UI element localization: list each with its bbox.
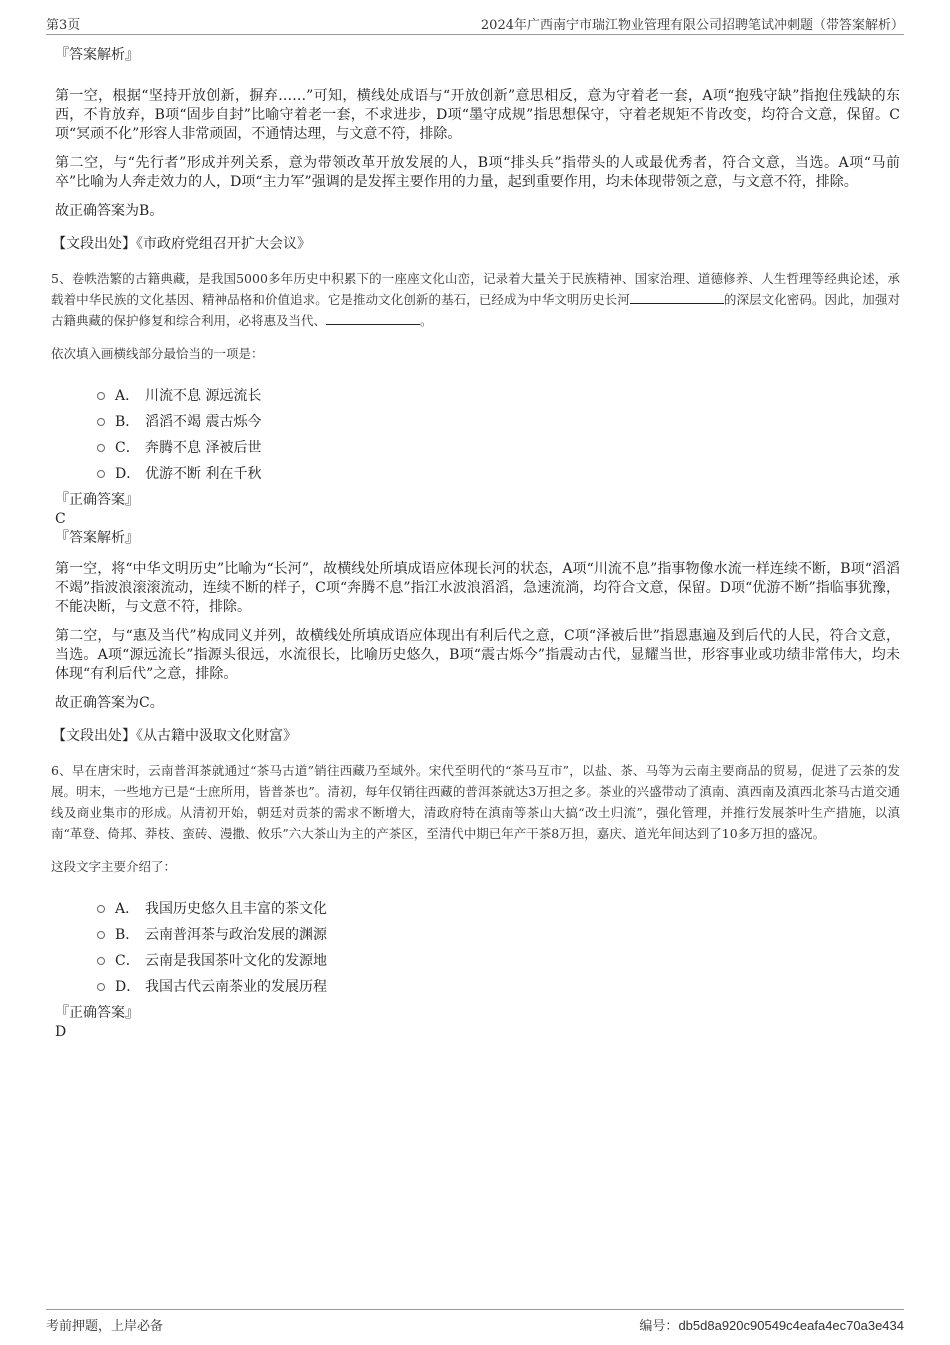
q4-source: 【文段出处】《市政府党组召开扩大会议》 <box>52 236 311 252</box>
q6-answer: D <box>55 1024 67 1040</box>
blank-1 <box>630 290 724 304</box>
radio-button-icon[interactable] <box>97 931 105 939</box>
q5-options <box>55 383 900 487</box>
footer-slogan: 考前押题，上岸必备 <box>46 1319 164 1334</box>
blank-2 <box>326 311 420 325</box>
q6-answer-label: 『正确答案』 <box>55 1005 139 1021</box>
page-header <box>46 12 904 35</box>
radio-button-icon[interactable] <box>97 905 105 913</box>
radio-button-icon[interactable] <box>97 444 105 452</box>
q5-source: 【文段出处】《从古籍中汲取文化财富》 <box>52 728 297 744</box>
q4-conclusion: 故正确答案为B。 <box>55 203 164 219</box>
q4-analysis-para-1: 第一空，根据“坚持开放创新，摒弃……”可知，横线处成语与“开放创新”意思相反，意为守着老一套，A项“抱残守缺”指抱住残缺的东西，不肯放弃，B项“固步自封”比喻守着老一套，不求进步，D项“墨守成规”指思想保守，守着老规矩不肯改变，均符合文意，保留。C项“冥顽不化”形容人非常顽固，不通情达理，与文意不符，排除。 <box>55 88 900 142</box>
q5-answer-label: 『正确答案』 <box>55 492 139 508</box>
q5-option-d[interactable]: D． 优游不断 利在千秋 <box>55 461 900 487</box>
q5-prompt: 依次填入画横线部分最恰当的一项是： <box>51 346 264 361</box>
radio-button-icon[interactable] <box>97 418 105 426</box>
document-title: 2024年广西南宁市瑞江物业管理有限公司招聘笔试冲刺题（带答案解析） <box>480 18 904 33</box>
q5-option-b[interactable]: B． 滔滔不竭 震古烁今 <box>55 409 900 435</box>
document-code: 编号：db5d8a920c90549c4eafa4ec70a3e434 <box>639 1318 904 1334</box>
radio-button-icon[interactable] <box>97 957 105 965</box>
radio-button-icon[interactable] <box>97 470 105 478</box>
q6-option-d[interactable]: D． 我国古代云南茶业的发展历程 <box>55 974 900 1000</box>
q5-analysis-para-2: 第二空，与“惠及当代”构成同义并列，故横线处所填成语应体现出有利后代之意，C项“泽被后世”指恩惠遍及到后代的人民，符合文意，当选。A项“源远流长”指源头很远，水流很长，比喻历史悠久，B项“震古烁今”指震动古代，显耀当世，形容事业或功绩非常伟大，均未体现“有利后代”之意，排除。 <box>55 628 900 682</box>
q5-stem: 5、卷帙浩繁的古籍典藏，是我国5000多年历史中积累下的一座座文化山峦，记录着大量关于民族精神、国家治理、道德修养、人生哲理等经典论述，承载着中华民族的文化基因、精神品格和价值追求。它是推动文化创新的基石，已经成为中华文明历史长河 的深层文化密码。因此，加强对古籍典藏的保护修复和综合利用，必将惠及当代、 。 <box>51 271 900 328</box>
q5-conclusion: 故正确答案为C。 <box>55 695 164 711</box>
q5-option-a[interactable]: A． 川流不息 源远流长 <box>55 383 900 409</box>
q6-option-b[interactable]: B． 云南普洱茶与政治发展的渊源 <box>55 922 900 948</box>
q5-answer: C <box>55 511 66 527</box>
q5-option-c[interactable]: C． 奔腾不息 泽被后世 <box>55 435 900 461</box>
q5-analysis-label: 『答案解析』 <box>55 530 139 546</box>
q6-option-a[interactable]: A． 我国历史悠久且丰富的茶文化 <box>55 896 900 922</box>
q6-prompt: 这段文字主要介绍了： <box>51 859 177 874</box>
q4-analysis-label: 『答案解析』 <box>55 47 139 63</box>
page-content <box>51 46 900 1042</box>
page-footer <box>46 1309 904 1334</box>
q6-options <box>55 896 900 1000</box>
radio-button-icon[interactable] <box>97 983 105 991</box>
q6-stem: 6、早在唐宋时，云南普洱茶就通过“茶马古道”销往西藏乃至域外。宋代至明代的“茶马互市”，以盐、茶、马等为云南主要商品的贸易，促进了云茶的发展。明末，一些地方已是“士庶所用，皆普茶也”。清初，每年仅销往西藏的普洱茶就达3万担之多。茶业的兴盛带动了滇南、滇西南及滇西北茶马古道交通线及商业集市的形成。从清初开始，朝廷对贡茶的需求不断增大，清政府特在滇南等茶山大搞“改土归流”，强化管理，并推行发展茶叶生产措施，以滇南“革登、倚邦、莽枝、蛮砖、漫撒、攸乐”六大茶山为主的产茶区，至清代中期已年产干茶8万担，嘉庆、道光年间达到了10多万担的盛况。 <box>51 763 900 841</box>
q6-option-c[interactable]: C． 云南是我国茶叶文化的发源地 <box>55 948 900 974</box>
q5-analysis-para-1: 第一空，将“中华文明历史”比喻为“长河”，故横线处所填成语应体现长河的状态，A项“川流不息”指事物像水流一样连续不断，B项“滔滔不竭”指波浪滚滚流动，连续不断的样子，C项“奔腾不息”指江水波浪滔滔，急速流淌，均符合文意，保留。D项“优游不断”指临事犹豫，不能决断，与文意不符，排除。 <box>55 561 900 615</box>
page-number: 第3页 <box>46 18 81 33</box>
q4-analysis-para-2: 第二空，与“先行者”形成并列关系，意为带领改革开放发展的人，B项“排头兵”指带头的人或最优秀者，符合文意，当选。A项“马前卒”比喻为人奔走效力的人，D项“主力军”强调的是发挥主要作用的力量，起到重要作用，均未体现带领之意，与文意不符，排除。 <box>55 155 900 190</box>
radio-button-icon[interactable] <box>97 392 105 400</box>
